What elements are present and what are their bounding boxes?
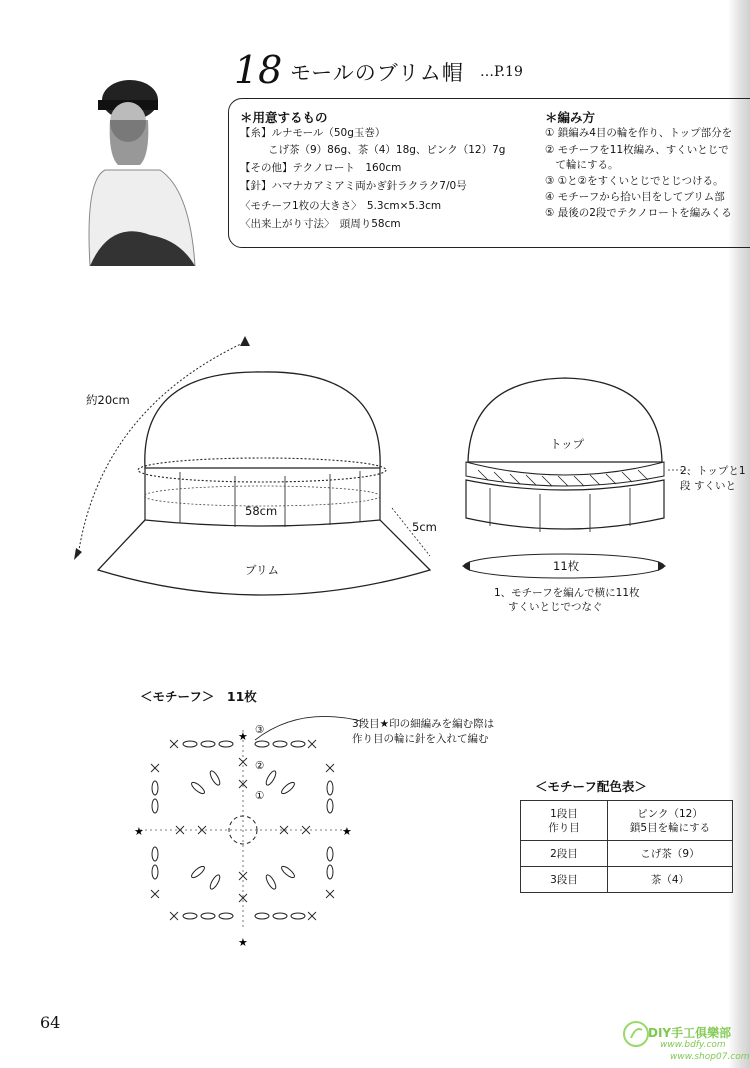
color-table	[520, 800, 733, 893]
color-text: ピンク（12）	[637, 807, 703, 820]
round-2-marker: ②	[255, 760, 265, 772]
materials-line: 【その他】テクノロート 160cm	[240, 162, 402, 174]
color-table-title: ＜モチーフ配色表＞	[535, 779, 647, 794]
note-2-line: すくいと	[694, 480, 736, 492]
svg-text:★: ★	[238, 730, 248, 743]
color-cell	[608, 801, 733, 841]
svg-text:★: ★	[134, 825, 144, 838]
count-label: 11枚	[553, 559, 580, 573]
svg-text:★: ★	[238, 936, 248, 949]
brim-depth-label: 5cm	[412, 520, 437, 534]
pattern-number: 18	[234, 48, 283, 92]
table-row	[521, 867, 733, 893]
motif-title: ＜モチーフ＞ 11枚	[140, 689, 257, 704]
page-reference: …P.19	[480, 64, 523, 80]
materials-heading: ＊用意するもの	[240, 110, 328, 125]
method-line: ④ モチーフから拾い目をしてブリム部	[545, 191, 725, 203]
note-1-line: 1、モチーフを編んで横に11枚	[494, 587, 640, 599]
brim-label: ブリム	[245, 563, 280, 577]
hat-diagram	[0, 320, 728, 620]
top-label: トップ	[550, 437, 585, 451]
height-label: 約20cm	[86, 393, 130, 407]
materials-line: 〈出来上がり寸法〉 頭周り58cm	[240, 218, 401, 230]
page-number: 64	[40, 1013, 61, 1032]
motif-note-line: 作り目の輪に針を入れて編む	[352, 733, 489, 745]
method-line: ① 鎖編み4目の輪を作り、トップ部分を	[545, 127, 733, 139]
materials-line: 〈モチーフ1枚の大きさ〉 5.3cm×5.3cm	[240, 200, 442, 212]
materials-line: 【針】ハマナカアミアミ両かぎ針ラクラク7/0号	[240, 180, 467, 192]
motif-chart	[120, 700, 380, 960]
motif-note-line: 3段目★印の細編みを編む際は	[352, 718, 495, 730]
note-1-line: すくいとじでつなぐ	[508, 601, 603, 613]
round-3-marker: ③	[255, 724, 265, 736]
method-heading: ＊編み方	[545, 110, 596, 125]
circumference-label: 58cm	[245, 504, 278, 518]
table-row	[521, 841, 733, 867]
method-line: ② モチーフを11枚編み、すくいとじで	[545, 144, 729, 156]
method-line: て輪にする。	[545, 159, 619, 171]
color-text: 鎖5目を輪にする	[629, 821, 711, 834]
round-text: 1段目	[550, 807, 578, 820]
round-cell	[521, 801, 608, 841]
round-cell: 2段目	[521, 841, 608, 867]
materials-line: こげ茶（9）86g、茶（4）18g、ピンク（12）7g	[268, 144, 506, 156]
color-cell: 茶（4）	[608, 867, 733, 893]
round-1-marker: ①	[255, 790, 265, 802]
color-cell: こげ茶（9）	[608, 841, 733, 867]
watermark-url: www.shop07.com	[670, 1052, 750, 1062]
svg-text:★: ★	[342, 825, 352, 838]
model-photo	[70, 70, 205, 266]
watermark-text: DIY手工俱樂部	[648, 1026, 732, 1040]
pattern-title: モールのブリム帽	[290, 61, 464, 85]
method-line: ③ ①と②をすくいとじでとじつける。	[545, 175, 724, 187]
round-cell: 3段目	[521, 867, 608, 893]
round-text: 作り目	[548, 821, 580, 834]
method-line: ⑤ 最後の2段でテクノロートを編みくる	[545, 207, 732, 219]
materials-line: 【糸】ルナモール（50g玉巻）	[240, 127, 386, 139]
watermark-url: www.bdfy.com	[660, 1040, 726, 1050]
table-row	[521, 801, 733, 841]
note-2-line: 2、トップと1段	[680, 465, 746, 492]
